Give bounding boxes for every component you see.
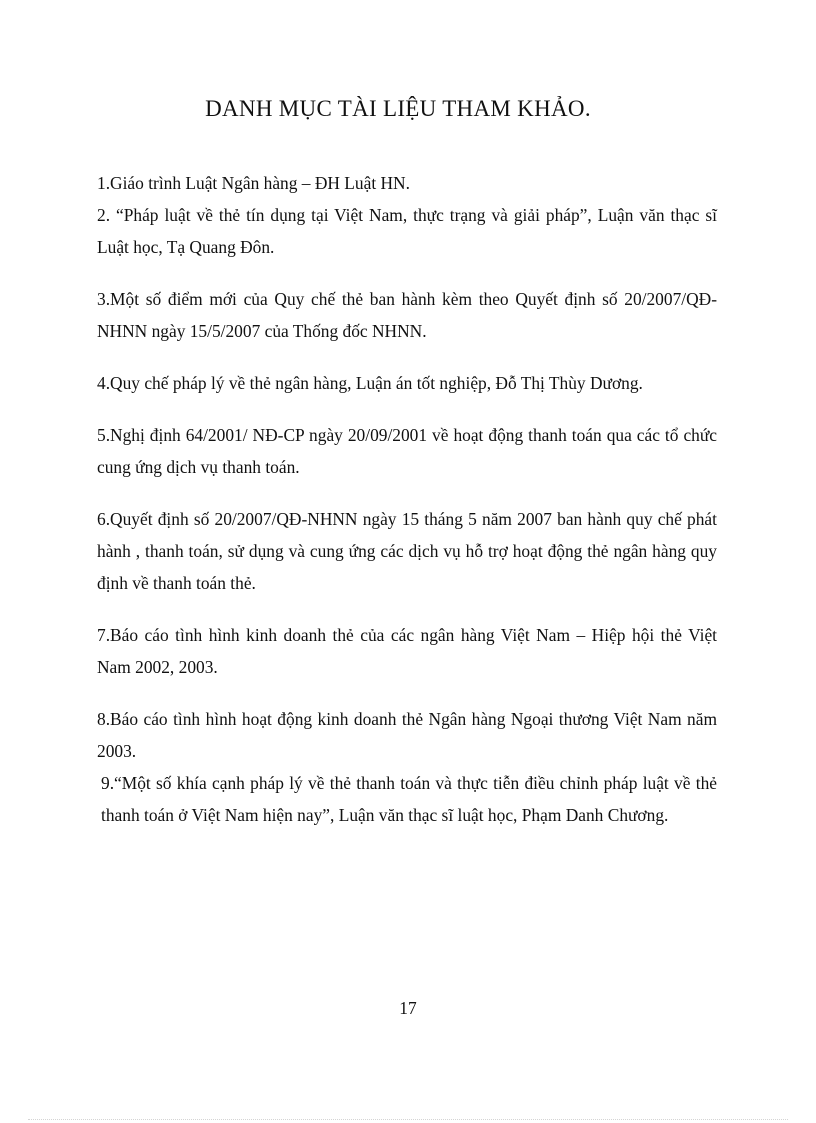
reference-item-4: 4.Quy chế pháp lý về thẻ ngân hàng, Luận án tốt nghiệp, Đỗ Thị Thùy Dương.	[97, 373, 643, 393]
reference-item-6: 6.Quyết định số 20/2007/QĐ-NHNN ngày 15 tháng 5 năm 2007 ban hành quy chế phát hành , thanh toán, sử dụng và cung ứng các dịch vụ hỗ trợ hoạt động thẻ ngân hàng quy định về thanh toán thẻ.	[97, 509, 717, 593]
page-title: DANH MỤC TÀI LIỆU THAM KHẢO.	[205, 96, 591, 121]
reference-list	[97, 167, 717, 831]
reference-item-7: 7.Báo cáo tình hình kinh doanh thẻ của các ngân hàng Việt Nam – Hiệp hội thẻ Việt Nam 2002, 2003.	[97, 625, 717, 677]
reference-item-1: 1.Giáo trình Luật Ngân hàng – ĐH Luật HN.	[97, 173, 410, 193]
reference-item-8: 8.Báo cáo tình hình hoạt động kinh doanh thẻ Ngân hàng Ngoại thương Việt Nam năm 2003.	[97, 709, 717, 761]
reference-item-3: 3.Một số điểm mới của Quy chế thẻ ban hành kèm theo Quyết định số 20/2007/QĐ-NHNN ngày 15/5/2007 của Thống đốc NHNN.	[97, 289, 717, 341]
reference-item-2: 2. “Pháp luật về thẻ tín dụng tại Việt Nam, thực trạng và giải pháp”, Luận văn thạc sĩ Luật học, Tạ Quang Đôn.	[97, 205, 717, 257]
page-number: 17	[399, 998, 417, 1018]
page-bottom-divider	[28, 1119, 788, 1120]
reference-item-5: 5.Nghị định 64/2001/ NĐ-CP ngày 20/09/2001 về hoạt động thanh toán qua các tổ chức cung ứng dịch vụ thanh toán.	[97, 425, 717, 477]
reference-item-9: 9.“Một số khía cạnh pháp lý về thẻ thanh toán và thực tiễn điều chỉnh pháp luật về thẻ thanh toán ở Việt Nam hiện nay”, Luận văn thạc sĩ luật học, Phạm Danh Chương.	[101, 773, 717, 825]
